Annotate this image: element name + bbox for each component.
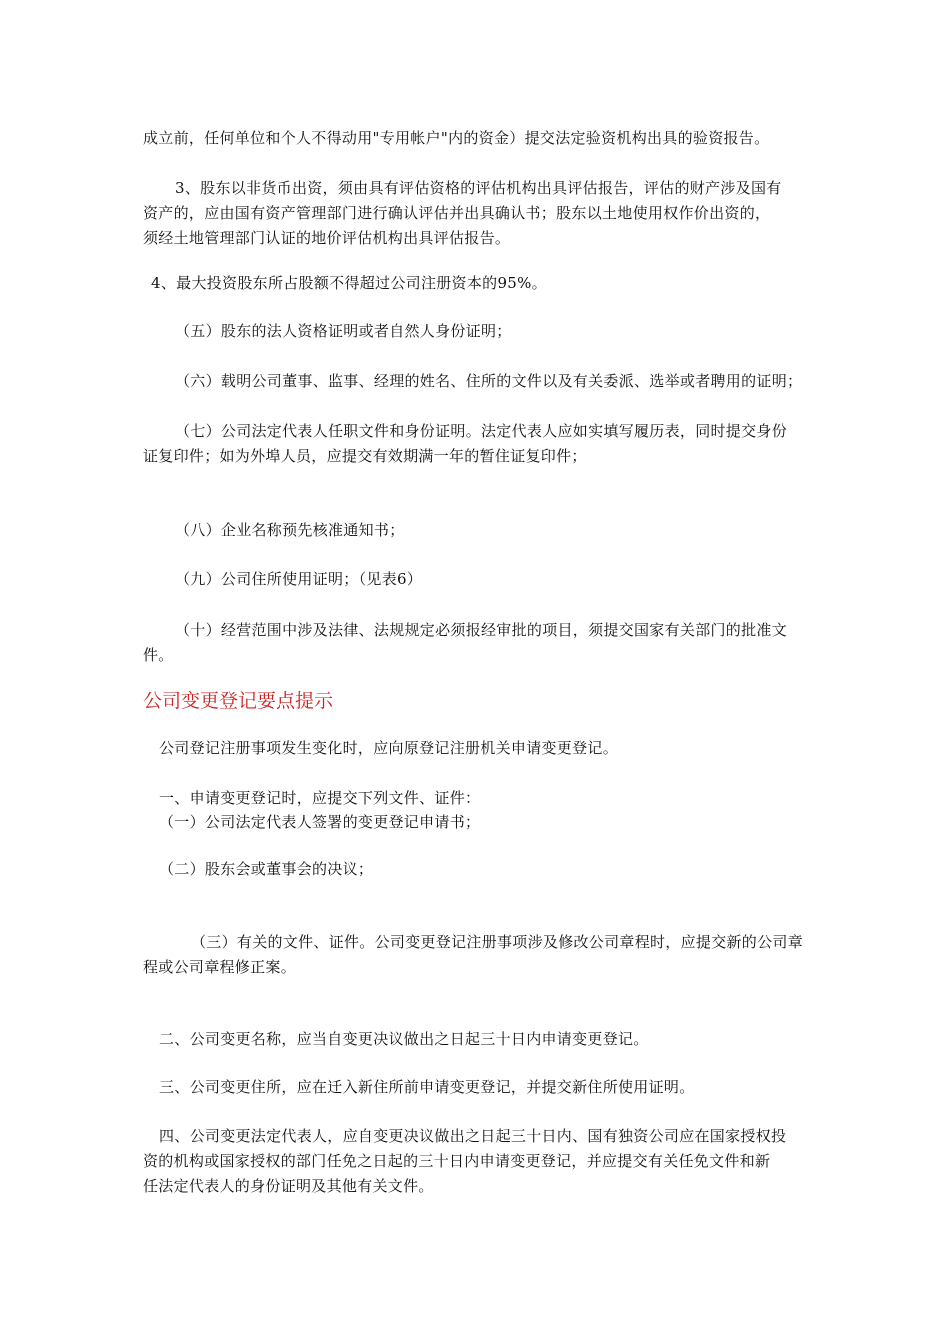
text-line: （三）有关的文件、证件。公司变更登记注册事项涉及修改公司章程时，应提交新的公司章 <box>191 933 804 951</box>
text-line: 公司登记注册事项发生变化时，应向原登记注册机关申请变更登记。 <box>159 739 619 757</box>
text-line: （八）企业名称预先核准通知书； <box>175 521 405 539</box>
text-line: 任法定代表人的身份证明及其他有关文件。 <box>143 1177 434 1195</box>
text-line: 件。 <box>143 646 174 664</box>
text-line: （一）公司法定代表人签署的变更登记申请书； <box>159 813 481 831</box>
text-line: 4、最大投资股东所占股额不得超过公司注册资本的95%。 <box>151 274 547 292</box>
text-line: （五）股东的法人资格证明或者自然人身份证明； <box>175 322 512 340</box>
text-line: 三、公司变更住所，应在迁入新住所前申请变更登记，并提交新住所使用证明。 <box>159 1078 695 1096</box>
text-line: 证复印件；如为外埠人员，应提交有效期满一年的暂住证复印件； <box>143 447 587 465</box>
text-line: 二、公司变更名称，应当自变更决议做出之日起三十日内申请变更登记。 <box>159 1030 649 1048</box>
text-line: （九）公司住所使用证明；（见表6） <box>175 570 423 588</box>
text-line: 资的机构或国家授权的部门任免之日起的三十日内申请变更登记，并应提交有关任免文件和新 <box>143 1152 771 1170</box>
text-line: 四、公司变更法定代表人，应自变更决议做出之日起三十日内、国有独资公司应在国家授权投 <box>159 1127 787 1145</box>
text-line: 须经土地管理部门认证的地价评估机构出具评估报告。 <box>143 229 511 247</box>
text-line: （七）公司法定代表人任职文件和身份证明。法定代表人应如实填写履历表，同时提交身份 <box>175 422 788 440</box>
text-line: （二）股东会或董事会的决议； <box>159 860 374 878</box>
section-heading: 公司变更登记要点提示 <box>143 690 334 712</box>
text-line: （六）载明公司董事、监事、经理的姓名、住所的文件以及有关委派、选举或者聘用的证明； <box>175 372 803 390</box>
text-line: 一、申请变更登记时，应提交下列文件、证件： <box>159 789 481 807</box>
text-line: 3、股东以非货币出资，须由具有评估资格的评估机构出具评估报告，评估的财产涉及国有 <box>175 179 782 197</box>
text-line: （十）经营范围中涉及法律、法规规定必须报经审批的项目，须提交国家有关部门的批准文 <box>175 621 788 639</box>
text-line: 资产的，应由国有资产管理部门进行确认评估并出具确认书；股东以土地使用权作价出资的， <box>143 204 771 222</box>
text-line: 程或公司章程修正案。 <box>143 958 297 976</box>
text-line: 成立前，任何单位和个人不得动用"专用帐户"内的资金）提交法定验资机构出具的验资报告。 <box>143 129 770 147</box>
